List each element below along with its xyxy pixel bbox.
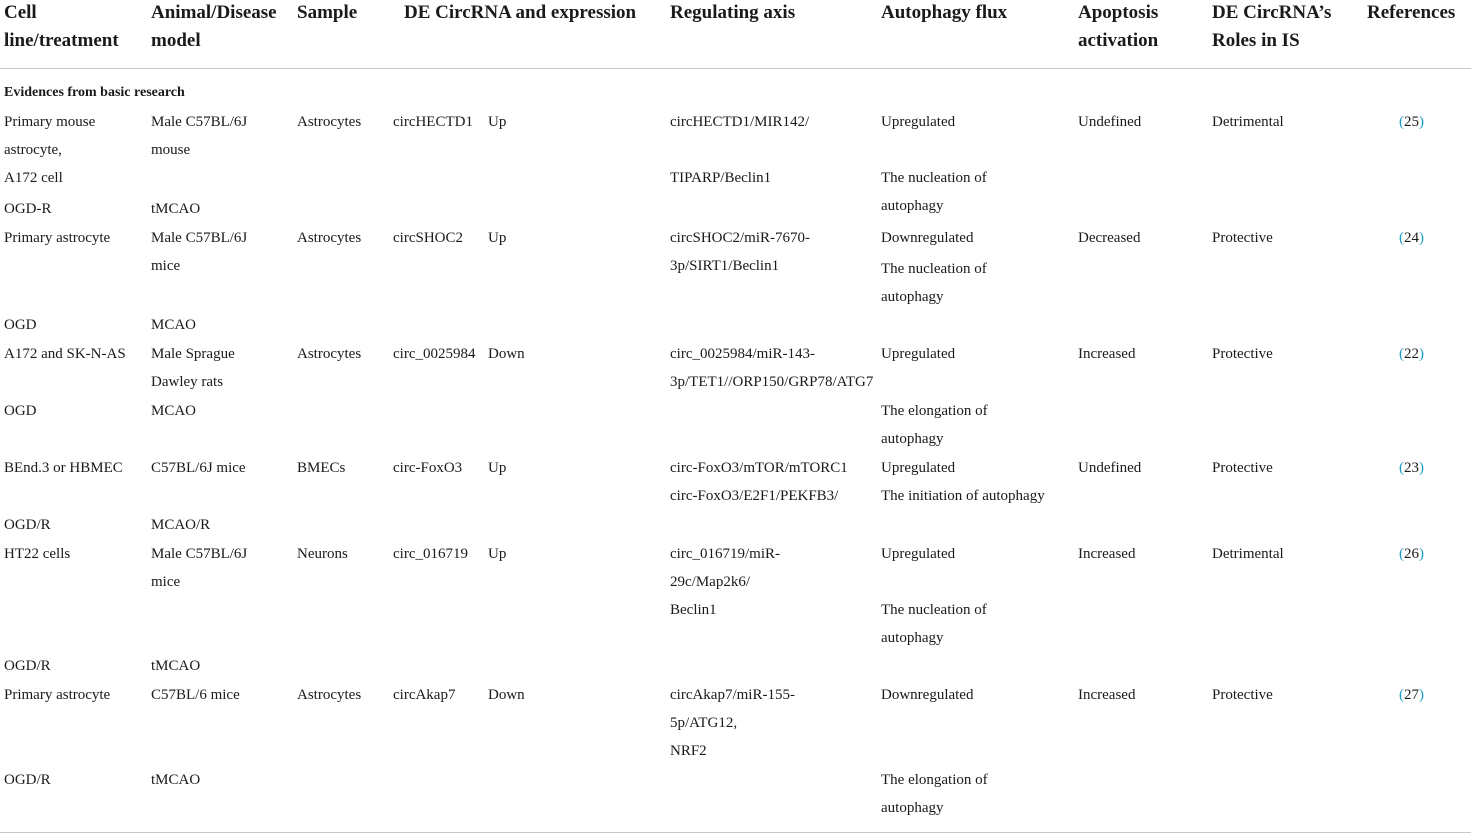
cell-line: astrocyte, <box>4 142 62 158</box>
disease-model: tMCAO <box>151 772 201 788</box>
ref-number: 23 <box>1404 460 1419 476</box>
animal-model: mice <box>151 574 181 590</box>
ref-paren: ( <box>1399 346 1404 362</box>
reference-link[interactable] <box>1399 540 1424 568</box>
autophagy-flux: Downregulated <box>881 230 974 246</box>
ref-number: 25 <box>1404 114 1419 130</box>
header-apoptosis: activation <box>1078 30 1159 51</box>
animal-model: C57BL/6 mice <box>151 687 240 703</box>
autophagy-detail: The nucleation of <box>881 602 987 618</box>
autophagy-detail: The elongation of <box>881 403 988 419</box>
regulating-axis: circHECTD1/MIR142/ <box>670 114 810 130</box>
autophagy-detail: autophagy <box>881 431 944 447</box>
apoptosis: Undefined <box>1078 460 1142 476</box>
sample: Astrocytes <box>297 346 362 362</box>
regulating-axis: 29c/Map2k6/ <box>670 574 750 590</box>
expression: Down <box>488 346 525 362</box>
header-autophagy-flux: Autophagy flux <box>881 2 1008 23</box>
regulating-axis: circ_0025984/miR-143- <box>670 346 815 362</box>
autophagy-detail: autophagy <box>881 198 944 214</box>
treatment: OGD <box>4 403 37 419</box>
apoptosis: Decreased <box>1078 230 1141 246</box>
ref-paren: ( <box>1399 546 1404 562</box>
autophagy-detail: autophagy <box>881 800 944 816</box>
sample: BMECs <box>297 460 346 476</box>
expression: Down <box>488 687 525 703</box>
ref-paren: ( <box>1399 687 1404 703</box>
autophagy-detail: The nucleation of <box>881 261 987 277</box>
ref-paren: ( <box>1399 460 1404 476</box>
treatment: OGD/R <box>4 517 51 533</box>
regulating-axis: circ_016719/miR- <box>670 546 780 562</box>
apoptosis: Increased <box>1078 687 1136 703</box>
ref-number: 27 <box>1404 687 1419 703</box>
reference-link[interactable] <box>1399 224 1424 252</box>
header-references: References <box>1367 2 1456 23</box>
header-roles: Roles in IS <box>1212 30 1300 51</box>
regulating-axis: 5p/ATG12, <box>670 715 738 731</box>
animal-model: Dawley rats <box>151 374 224 390</box>
apoptosis: Increased <box>1078 546 1136 562</box>
header-cell-line: line/treatment <box>4 30 119 51</box>
ref-paren: ( <box>1399 230 1404 246</box>
treatment: OGD/R <box>4 658 51 674</box>
regulating-axis: 3p/SIRT1/Beclin1 <box>670 258 780 274</box>
ref-paren: ( <box>1399 114 1404 130</box>
ref-number: 22 <box>1404 346 1419 362</box>
regulating-axis: TIPARP/Beclin1 <box>670 170 772 186</box>
circrna: circ_016719 <box>393 546 468 562</box>
apoptosis: Undefined <box>1078 114 1142 130</box>
autophagy-detail: The nucleation of <box>881 170 987 186</box>
header-regulating-axis: Regulating axis <box>670 2 796 23</box>
treatment: OGD <box>4 317 37 333</box>
ref-number: 24 <box>1404 230 1419 246</box>
role: Protective <box>1212 346 1273 362</box>
ref-number: 26 <box>1404 546 1419 562</box>
reference-link[interactable] <box>1399 454 1424 482</box>
header-sample: Sample <box>297 2 358 23</box>
animal-model: Male C57BL/6J <box>151 114 248 130</box>
reference-link[interactable] <box>1399 108 1424 136</box>
cell-line: A172 and SK-N-AS <box>4 346 126 362</box>
header-divider <box>0 68 1471 69</box>
cell-line: A172 cell <box>4 170 63 186</box>
sample: Astrocytes <box>297 230 362 246</box>
ref-paren: ) <box>1419 114 1424 130</box>
treatment: OGD/R <box>4 772 51 788</box>
autophagy-detail: The elongation of <box>881 772 988 788</box>
ref-paren: ) <box>1419 230 1424 246</box>
sample: Astrocytes <box>297 687 362 703</box>
role: Protective <box>1212 460 1273 476</box>
cell-line: Primary astrocyte <box>4 687 111 703</box>
regulating-axis: circ-FoxO3/mTOR/mTORC1 <box>670 460 848 476</box>
role: Protective <box>1212 687 1273 703</box>
circrna: circAkap7 <box>393 687 456 703</box>
disease-model: tMCAO <box>151 201 201 217</box>
autophagy-detail: autophagy <box>881 630 944 646</box>
animal-model: Male Sprague <box>151 346 235 362</box>
cell-line: HT22 cells <box>4 546 71 562</box>
animal-model: Male C57BL/6J <box>151 546 248 562</box>
disease-model: tMCAO <box>151 658 201 674</box>
header-apoptosis: Apoptosis <box>1078 2 1159 23</box>
header-cell-line: Cell <box>4 2 37 23</box>
autophagy-flux: Upregulated <box>881 460 956 476</box>
section-title: Evidences from basic research <box>4 85 185 100</box>
disease-model: MCAO/R <box>151 517 211 533</box>
circrna: circSHOC2 <box>393 230 463 246</box>
role: Detrimental <box>1212 114 1284 130</box>
expression: Up <box>488 230 507 246</box>
reference-link[interactable] <box>1399 340 1424 368</box>
autophagy-flux: Upregulated <box>881 114 956 130</box>
ref-paren: ) <box>1419 546 1424 562</box>
role: Protective <box>1212 230 1273 246</box>
ref-paren: ) <box>1419 687 1424 703</box>
regulating-axis: circAkap7/miR-155- <box>670 687 795 703</box>
cell-line: BEnd.3 or HBMEC <box>4 460 123 476</box>
header-model: Animal/Disease <box>151 2 277 23</box>
regulating-axis: circ-FoxO3/E2F1/PEKFB3/ <box>670 488 839 504</box>
sample: Neurons <box>297 546 348 562</box>
disease-model: MCAO <box>151 403 197 419</box>
expression: Up <box>488 460 507 476</box>
animal-model: mice <box>151 258 181 274</box>
autophagy-flux: Upregulated <box>881 546 956 562</box>
reference-link[interactable] <box>1399 681 1424 709</box>
disease-model: MCAO <box>151 317 197 333</box>
ref-paren: ) <box>1419 346 1424 362</box>
apoptosis: Increased <box>1078 346 1136 362</box>
role: Detrimental <box>1212 546 1284 562</box>
animal-model: mouse <box>151 142 191 158</box>
regulating-axis: Beclin1 <box>670 602 717 618</box>
circrna: circ_0025984 <box>393 346 476 362</box>
autophagy-flux: Downregulated <box>881 687 974 703</box>
sample: Astrocytes <box>297 114 362 130</box>
header-roles: DE CircRNA’s <box>1212 2 1332 23</box>
circrna: circ-FoxO3 <box>393 460 463 476</box>
cell-line: Primary mouse <box>4 114 96 130</box>
header-de-circrna: DE CircRNA and expression <box>404 2 637 23</box>
regulating-axis: 3p/TET1//ORP150/GRP78/ATG7 <box>670 374 874 390</box>
table-bottom-rule <box>0 832 1471 833</box>
expression: Up <box>488 114 507 130</box>
regulating-axis: circSHOC2/miR-7670- <box>670 230 810 246</box>
header-model: model <box>151 30 201 51</box>
expression: Up <box>488 546 507 562</box>
ref-paren: ) <box>1419 460 1424 476</box>
autophagy-detail: The initiation of autophagy <box>881 488 1045 504</box>
animal-model: Male C57BL/6J <box>151 230 248 246</box>
treatment: OGD-R <box>4 201 52 217</box>
regulating-axis: NRF2 <box>670 743 707 759</box>
animal-model: C57BL/6J mice <box>151 460 246 476</box>
circrna: circHECTD1 <box>393 114 473 130</box>
cell-line: Primary astrocyte <box>4 230 111 246</box>
autophagy-flux: Upregulated <box>881 346 956 362</box>
autophagy-detail: autophagy <box>881 289 944 305</box>
